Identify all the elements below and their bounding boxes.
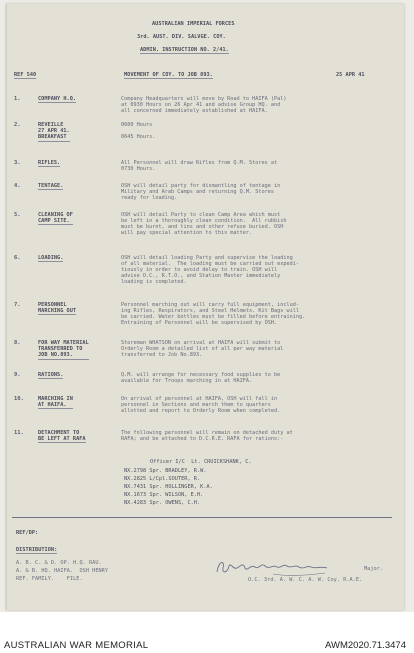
item-body-line: loading is completed. [121, 279, 187, 286]
item-body-line: OSH will detail party for dismantling of tentage in [121, 183, 281, 189]
item-number: 2. [14, 122, 21, 128]
item-body [121, 302, 391, 326]
item-body-line: will pay special attention to this matter. [121, 230, 253, 237]
item-number: 7. [14, 302, 21, 308]
item-body-line: OSH will detail Party to clean Camp Area which must [121, 212, 281, 218]
item-body-line: 0730 Hours. [121, 166, 156, 173]
item-heading: LOADING. [38, 255, 64, 261]
item-body-line: The following personnel will remain on detached duty at [121, 430, 293, 436]
item-number: 8. [14, 340, 21, 346]
item-heading: MARCHING IN AT HAIFA. [38, 396, 73, 409]
item-body [121, 255, 391, 285]
item-body [121, 183, 391, 201]
section-divider [12, 517, 392, 518]
item-body-line: allotted and report to Orderly Room when completed. [121, 408, 281, 415]
item-body-line: OSH will detail loading Party and supervise the loading [121, 255, 293, 261]
document-date: 25 APR 41 [336, 72, 365, 78]
item-heading: FOR WAY MATERIAL TRANSFERRED TO JOB NO.893. [38, 340, 89, 359]
item-body-line: at 0930 Hours on 26 Apr 41 and advise Group HQ. and [121, 102, 281, 109]
item-number: 3. [14, 160, 21, 166]
distribution-line: A. B. C. & D. OP. H.Q. RAU. [16, 560, 102, 566]
item-body-line: ready for loading. [121, 195, 178, 202]
item-body-line: Orderly Room a detailed list of all per way material [121, 346, 284, 353]
item-body [121, 430, 391, 442]
header-line-2: 3rd. AUST. DIV. SALVGE. COY. [137, 34, 226, 40]
reference-number: REF 540 [14, 72, 37, 78]
item-body [121, 160, 391, 172]
item-body-line: Q.M. will arrange for necessary food supplies to be [121, 372, 281, 378]
item-body-line: tiously in order to avoid delay to train. OSH will [121, 267, 278, 274]
header-line-1: AUSTRALIAN IMPERIAL FORCES [152, 21, 235, 27]
item-body-line: ing Rifles, Respirators, and Steel Helmets. Kit Bags will [121, 308, 300, 315]
item-number: 6. [14, 255, 21, 261]
item-body-line: Entraining of Personnel will be supervised by OSH. [121, 320, 278, 327]
header-line-3: ADMIN. INSTRUCTION NO. 2/41. [140, 47, 229, 53]
item-body-line: of all material. The loading must be carried out expedi- [121, 261, 300, 268]
item-body-line: be left in a thoroughly clean condition. All rubbish [121, 218, 287, 225]
item-number: 10. [14, 396, 24, 402]
item-body-line: On arrival of personnel at HAIFA, OSH will fall in [121, 396, 278, 402]
item-body-line: 0645 Hours. [121, 134, 156, 141]
item-body-line: Military and Arab Camps and returning Q.M. Stores [121, 189, 275, 196]
item-body-line: Company Headquarters will move by Road to HAIFA (Pal) [121, 96, 287, 102]
item-body-line: All Personnel will draw Rifles from Q.M. Stores at [121, 160, 278, 166]
item-body-line: personnel in Sections and march them to quarters [121, 402, 271, 409]
item-number: 1. [14, 96, 21, 102]
item-heading: REVEILLE 27 APR 41. BREAKFAST [38, 122, 70, 141]
ref-dp-heading: REF/DP: [16, 530, 39, 536]
detachment-row: NX.7431 Spr. HOLLINGER, K.A. [124, 484, 213, 490]
distribution-heading: DISTRIBUTION: [16, 547, 58, 553]
signature-block: O.C. 3rd. A. W. C. A. W. Coy. R.A.E. [248, 577, 363, 583]
item-body-line: all concerned immediately established at HAIFA. [121, 108, 268, 115]
item-body-line: Storeman WHATSON on arrival at HAIFA will submit to [121, 340, 281, 346]
archive-id: AWM2020.71.3474 [325, 640, 406, 651]
item-body-line: 0600 Hours [121, 122, 153, 128]
detachment-officer: Officer I/C Lt. CRUICKSHANK, C. [150, 459, 252, 465]
item-body-line: Personnel marching out will carry full equipment, includ- [121, 302, 300, 308]
item-body-line: transferred to Job No.893. [121, 352, 203, 359]
item-body-line: RAFA; and be attached to D.C.R.E. RAFA for rations:- [121, 436, 284, 443]
item-heading: DETACHMENT TO BE LEFT AT RAFA [38, 430, 86, 443]
signature-rank: Major. [364, 566, 384, 572]
detachment-row: NX.4283 Spr. OWENS, C.H. [124, 500, 201, 506]
detachment-row: NX.2825 L/Cpl.SOUTER, R. [124, 476, 201, 482]
item-body [121, 96, 391, 114]
item-heading: PERSONNEL MARCHING OUT [38, 302, 77, 315]
item-body-line: be carried. Water bottles must be filled before entraining. [121, 314, 306, 321]
item-body [121, 212, 391, 236]
item-heading: CLEANING OF CAMP SITE. [38, 212, 73, 225]
item-heading: TENTAGE. [38, 183, 64, 189]
item-body [121, 122, 391, 140]
distribution-line: A. & B. HQ. HAIFA. OSH HENRY [16, 568, 109, 574]
item-body [121, 396, 391, 414]
archive-footer [0, 612, 414, 653]
item-number: 5. [14, 212, 21, 218]
item-number: 4. [14, 183, 21, 189]
movement-title: MOVEMENT OF COY. TO JOB 893. [124, 72, 213, 78]
item-body-line: advise O.C., R.T.O., and Station Master immediately [121, 273, 281, 280]
item-body [121, 372, 391, 384]
item-heading: RATIONS. [38, 372, 64, 378]
item-body-line: must be burnt, and tins and other refuse buried. OSH [121, 224, 284, 231]
detachment-row: NX.2798 Spr. BRADLEY, R.W. [124, 468, 207, 474]
detachment-row: NX.1673 Spr. WILSON, E.H. [124, 492, 204, 498]
item-number: 9. [14, 372, 21, 378]
item-heading: COMPANY H.Q. [38, 96, 77, 102]
item-heading: RIFLES. [38, 160, 61, 166]
distribution-line: REF. FAMILY. FILE. [16, 576, 83, 582]
item-body-line: available for Troops marching in at HAIFA. [121, 378, 253, 385]
item-body [121, 340, 391, 358]
item-number: 11. [14, 430, 24, 436]
archive-name: AUSTRALIAN WAR MEMORIAL [4, 640, 149, 651]
